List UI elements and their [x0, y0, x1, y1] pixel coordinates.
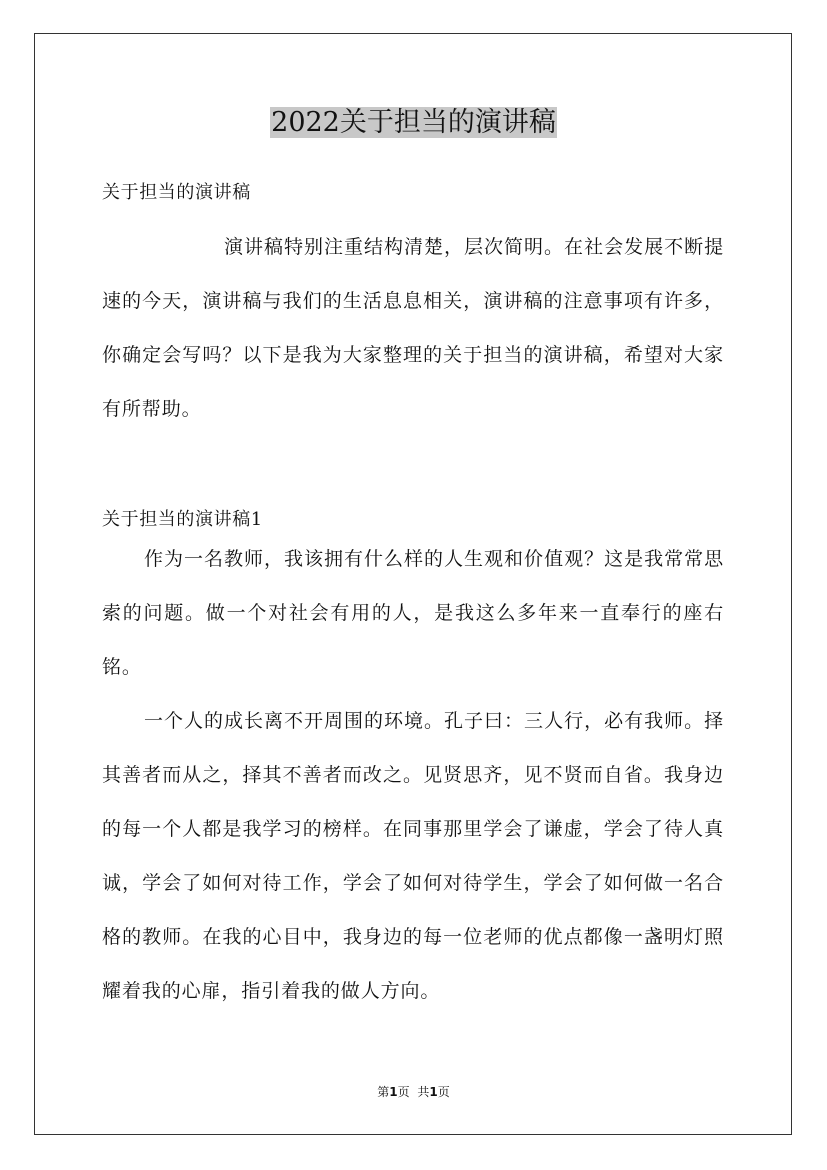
document-title-text: 2022关于担当的演讲稿	[271, 107, 556, 138]
page-footer	[0, 1083, 827, 1101]
body-paragraph-1: 作为一名教师，我该拥有什么样的人生观和价值观？这是我常常思索的问题。做一个对社会有用的人，是我这么多年来一直奉行的座右铭。	[102, 548, 724, 678]
page-number: 1	[389, 1085, 398, 1099]
page-label-suffix: 页	[397, 1085, 410, 1099]
document-subtitle: 关于担当的演讲稿	[102, 182, 251, 203]
section-heading: 关于担当的演讲稿1	[102, 509, 263, 530]
total-pages: 1	[429, 1085, 438, 1099]
body-paragraph-2: 一个人的成长离不开周围的环境。孔子曰：三人行，必有我师。择其善者而从之，择其不善者而改之。见贤思齐，见不贤而自省。我身边的每一个人都是我学习的榜样。在同事那里学会了谦虚，学会了待人真诚，学会了如何对待工作，学会了如何对待学生，学会了如何做一名合格的教师。在我的心目中，我身边的每一位老师的优点都像一盏明灯照耀着我的心扉，指引着我的做人方向。	[102, 710, 724, 1002]
page-label-prefix: 第	[377, 1085, 390, 1099]
total-label-prefix: 共	[417, 1085, 430, 1099]
total-label-suffix: 页	[437, 1085, 450, 1099]
intro-paragraph: 演讲稿特别注重结构清楚，层次简明。在社会发展不断提速的今天，演讲稿与我们的生活息息相关，演讲稿的注意事项有许多，你确定会写吗？以下是我为大家整理的关于担当的演讲稿，希望对大家有所帮助。	[102, 236, 724, 420]
document-title	[0, 103, 827, 143]
